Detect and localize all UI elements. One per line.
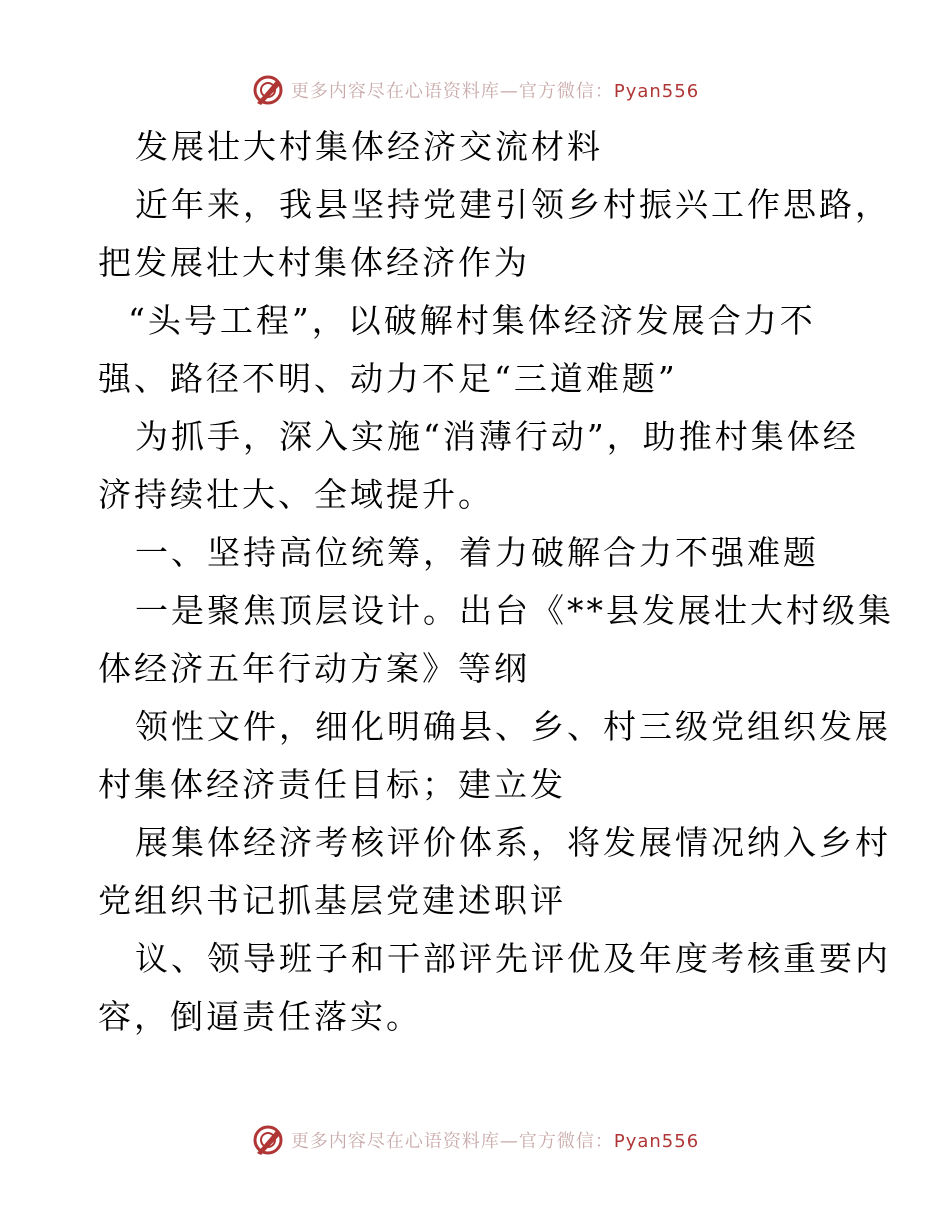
- paragraph-line: 领性文件，细化明确县、乡、村三级党组织发展: [135, 707, 891, 746]
- footer-watermark: [0, 1120, 950, 1160]
- paragraph-line: 近年来，我县坚持党建引领乡村振兴工作思路，: [135, 185, 891, 224]
- paragraph-line: 为抓手，深入实施“消薄行动”，助推村集体经: [135, 417, 859, 456]
- watermark-text: [291, 1127, 699, 1153]
- paragraph-line: 展集体经济考核评价体系，将发展情况纳入乡村: [135, 823, 891, 862]
- watermark-group: [251, 73, 699, 107]
- pen-logo-icon: [251, 1123, 285, 1157]
- paragraph-line: 把发展壮大村集体经济作为: [98, 243, 530, 282]
- watermark-text: [291, 77, 699, 103]
- paragraph-line: “头号工程”，以破解村集体经济发展合力不: [128, 301, 816, 340]
- watermark-group: [251, 1123, 699, 1157]
- document-title: 发展壮大村集体经济交流材料: [135, 127, 603, 166]
- watermark-id: Pyan556: [613, 1131, 700, 1152]
- paragraph-line: 容，倒逼责任落实。: [98, 997, 422, 1036]
- paragraph-line: 议、领导班子和干部评先评优及年度考核重要内: [135, 939, 891, 978]
- watermark-id: Pyan556: [613, 81, 700, 102]
- paragraph-line: 一是聚焦顶层设计。出台《**县发展壮大村级集: [135, 591, 894, 630]
- document-body: [98, 118, 894, 1046]
- watermark-cn: 更多内容尽在心语资料库—官方微信：: [290, 81, 614, 102]
- section-heading: 一、坚持高位统筹，着力破解合力不强难题: [135, 533, 819, 572]
- paragraph-line: 村集体经济责任目标；建立发: [98, 765, 566, 804]
- paragraph-line: 党组织书记抓基层党建述职评: [98, 881, 566, 920]
- pen-logo-icon: [251, 73, 285, 107]
- watermark-cn: 更多内容尽在心语资料库—官方微信：: [290, 1131, 614, 1152]
- paragraph-line: 济持续壮大、全域提升。: [98, 475, 494, 514]
- paragraph-line: 体经济五年行动方案》等纲: [98, 649, 530, 688]
- paragraph-line: 强、路径不明、动力不足“三道难题”: [98, 359, 678, 398]
- header-watermark: [0, 70, 950, 110]
